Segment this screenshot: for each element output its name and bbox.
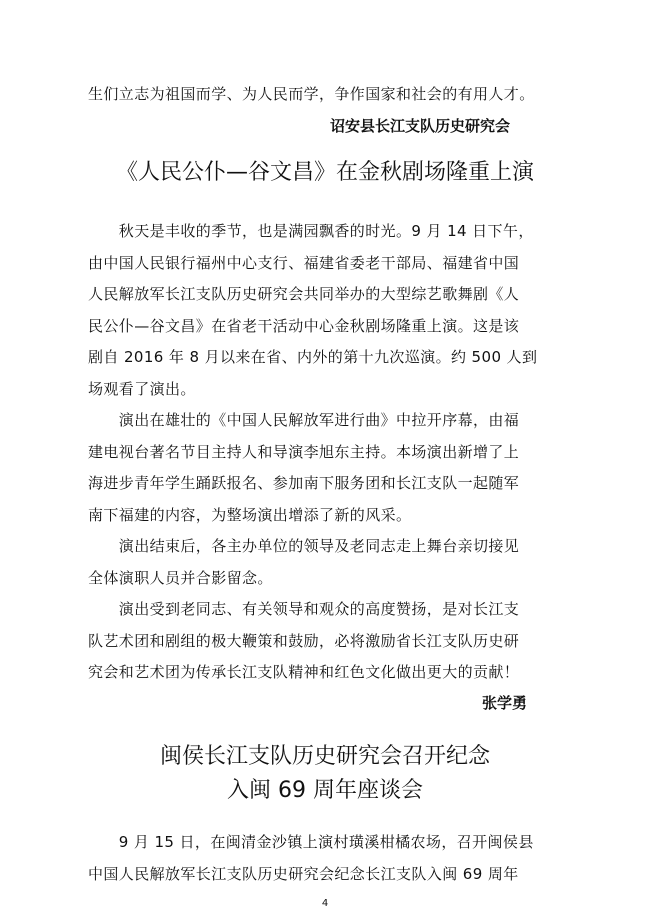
article-title: 《人民公仆—谷文昌》在金秋剧场隆重上演 — [115, 160, 534, 185]
body-text-line: 演出在雄壮的《中国人民解放军进行曲》中拉开序幕，由福 — [88, 411, 520, 429]
body-text-line: 场观看了演出。 — [88, 380, 196, 398]
body-text-line: 剧自 2016 年 8 月以来在省、内外的第十九次巡演。约 500 人到 — [88, 348, 538, 366]
body-text-line: 演出受到老同志、有关领导和观众的高度赞扬，是对长江支 — [88, 600, 520, 618]
body-text-line: 究会和艺术团为传承长江支队精神和红色文化做出更大的贡献！ — [88, 663, 520, 681]
body-text-line: 9 月 15 日，在闽清金沙镇上演村璜溪柑橘农场，召开闽侯县 — [88, 833, 534, 851]
page-number: 4 — [321, 898, 329, 909]
body-text-line: 队艺术团和剧组的极大鞭策和鼓励，必将激励省长江支队历史研 — [88, 632, 520, 650]
body-text-line: 人民解放军长江支队历史研究会共同举办的大型综艺歌舞剧《人 — [88, 285, 520, 303]
article-title-line-1: 闽侯长江支队历史研究会召开纪念 — [159, 744, 490, 769]
body-text-line: 全体演职人员并合影留念。 — [88, 569, 273, 587]
author-signature: 张学勇 — [482, 694, 528, 712]
body-text-line: 由中国人民银行福州中心支行、福建省委老干部局、福建省中国 — [88, 254, 520, 272]
body-text-line: 建电视台著名节目主持人和导演李旭东主持。本场演出新增了上 — [88, 443, 520, 461]
article-title-line-2: 入闽 69 周年座谈会 — [227, 778, 423, 803]
body-text-line: 海进步青年学生踊跃报名、参加南下服务团和长江支队一起随军 — [88, 474, 520, 492]
body-text-line: 中国人民解放军长江支队历史研究会纪念长江支队入闽 69 周年 — [88, 865, 519, 883]
body-text-line: 秋天是丰收的季节，也是满园飘香的时光。9 月 14 日下午， — [88, 222, 534, 240]
body-text-line: 南下福建的内容，为整场演出增添了新的风采。 — [88, 506, 412, 524]
body-text-line: 生们立志为祖国而学、为人民而学，争作国家和社会的有用人才。 — [88, 85, 535, 103]
organization-signature: 诏安县长江支队历史研究会 — [330, 117, 511, 135]
body-text-line: 演出结束后，各主办单位的领导及老同志走上舞台亲切接见 — [88, 537, 520, 555]
body-text-line: 民公仆—谷文昌》在省老干活动中心金秋剧场隆重上演。这是该 — [88, 317, 520, 335]
